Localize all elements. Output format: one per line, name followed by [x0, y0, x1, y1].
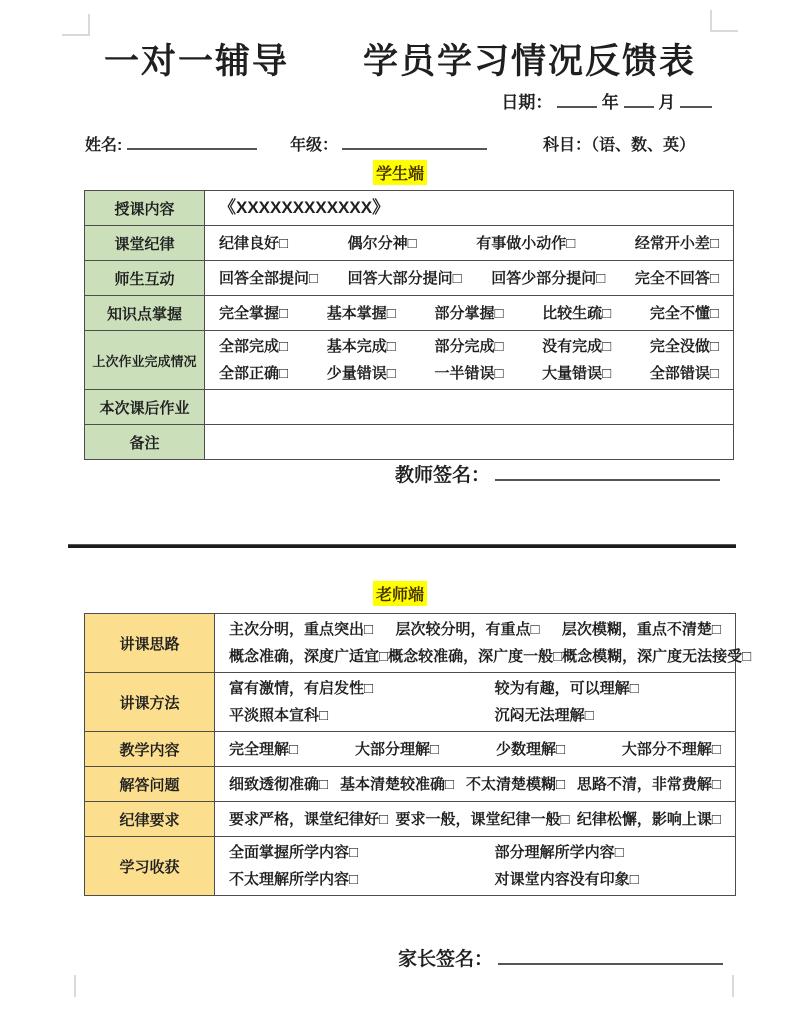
date-month-blank[interactable] [624, 91, 654, 108]
teacher-signature-line [395, 460, 720, 487]
option-label: 少量错误 [326, 365, 387, 382]
option-line [229, 806, 721, 833]
row-options-cell [205, 425, 734, 460]
option-label: 层次较分明，有重点 [395, 621, 531, 638]
option-label: 完全没做 [649, 338, 710, 355]
row-label: 解答问题 [85, 767, 215, 802]
checkbox-option[interactable] [229, 736, 298, 763]
checkbox-option[interactable] [434, 333, 503, 360]
table-row [85, 802, 736, 837]
cell-text [219, 198, 389, 217]
option-line [219, 230, 719, 257]
checkbox-option[interactable] [229, 643, 388, 670]
student-feedback-table [84, 190, 734, 460]
checkbox-option[interactable] [650, 300, 719, 327]
option-label: 完全不懂 [649, 304, 710, 322]
checkbox-icon[interactable]: □ [319, 707, 329, 724]
row-label: 上次作业完成情况 [85, 331, 205, 390]
table-row [85, 732, 736, 767]
option-label: 经常开小差 [634, 234, 710, 252]
option-label: 全部完成 [219, 338, 280, 355]
row-label: 讲课思路 [85, 614, 215, 673]
checkbox-option[interactable] [395, 806, 569, 833]
table-row [85, 390, 734, 425]
option-label: 较为有趣，可以理解 [494, 680, 630, 697]
checkbox-icon[interactable]: □ [709, 365, 719, 382]
checkbox-icon[interactable]: □ [289, 740, 299, 758]
row-options-cell [205, 261, 734, 296]
row-options-cell [205, 226, 734, 261]
checkbox-icon[interactable]: □ [494, 304, 504, 322]
option-label: 偶尔分神 [347, 234, 408, 252]
option-line [229, 839, 721, 866]
option-label: 对课堂内容没有印象 [494, 871, 630, 888]
option-label: 沉闷无法理解 [494, 707, 585, 724]
option-label: 回答全部提问 [219, 269, 310, 287]
checkbox-icon[interactable]: □ [379, 648, 389, 665]
checkbox-option[interactable] [229, 806, 388, 833]
row-label: 本次课后作业 [85, 390, 205, 425]
checkbox-icon[interactable]: □ [584, 707, 594, 724]
option-label: 平淡照本宣科 [229, 707, 320, 724]
row-options-cell [205, 191, 734, 226]
option-label: 少数理解 [495, 740, 556, 758]
checkbox-icon[interactable]: □ [279, 304, 289, 322]
option-line [229, 616, 721, 643]
page-edge-mark [74, 975, 76, 997]
table-row [85, 261, 734, 296]
option-label: 完全不回答 [634, 269, 710, 287]
option-label: 回答大部分提问 [347, 269, 453, 287]
option-label: 全部正确 [219, 365, 280, 382]
checkbox-option[interactable] [542, 333, 611, 360]
checkbox-icon[interactable]: □ [711, 775, 721, 793]
student-table-body [85, 191, 734, 460]
checkbox-icon[interactable]: □ [452, 269, 462, 287]
checkbox-icon[interactable]: □ [566, 234, 576, 252]
checkbox-icon[interactable]: □ [555, 775, 566, 793]
teacher-signature-blank[interactable] [495, 462, 720, 481]
option-line [219, 333, 719, 360]
teacher-section-heading-text: 老师端 [373, 581, 427, 606]
parent-signature-blank[interactable] [498, 946, 723, 965]
checkbox-option[interactable] [219, 300, 288, 327]
date-year-suffix: 年 [601, 93, 619, 112]
checkbox-option[interactable] [219, 333, 288, 360]
date-label: 日期： [501, 93, 553, 112]
checkbox-option[interactable] [562, 643, 751, 670]
page-corner-mark [710, 10, 738, 32]
option-label: 大量错误 [542, 365, 603, 382]
checkbox-icon[interactable]: □ [386, 304, 396, 322]
checkbox-icon[interactable]: □ [349, 844, 359, 861]
option-label: 基本清楚较准确 [339, 775, 445, 793]
option-label: 要求严格，课堂纪律好 [229, 810, 380, 828]
checkbox-icon[interactable]: □ [709, 304, 719, 322]
option-label: 要求一般，课堂纪律一般 [395, 810, 561, 828]
checkbox-option[interactable] [229, 702, 328, 729]
option-label: 没有完成 [542, 338, 603, 355]
checkbox-option[interactable] [395, 616, 539, 643]
option-label: 大部分理解 [354, 740, 430, 758]
checkbox-option[interactable] [562, 616, 721, 643]
option-line [229, 643, 752, 670]
checkbox-option[interactable] [542, 360, 611, 387]
checkbox-option[interactable] [495, 675, 639, 702]
row-label: 备注 [85, 425, 205, 460]
checkbox-option[interactable] [650, 333, 719, 360]
checkbox-icon[interactable]: □ [530, 621, 540, 638]
checkbox-icon[interactable]: □ [494, 338, 504, 355]
table-row [85, 767, 736, 802]
option-label: 基本掌握 [326, 304, 387, 322]
option-label: 概念较准确，深广度一般 [388, 648, 554, 665]
checkbox-option[interactable] [340, 771, 454, 798]
checkbox-icon[interactable]: □ [386, 338, 396, 355]
row-options-cell [215, 673, 736, 732]
checkbox-icon[interactable]: □ [279, 365, 289, 382]
page-corner-mark [62, 14, 90, 36]
checkbox-icon[interactable]: □ [279, 234, 289, 252]
grade-label: 年级： [290, 137, 339, 154]
student-info-line [85, 132, 733, 156]
checkbox-icon[interactable]: □ [555, 740, 566, 758]
checkbox-option[interactable] [635, 265, 719, 292]
checkbox-icon[interactable]: □ [560, 810, 570, 828]
option-label: 不太理解所学内容 [229, 871, 350, 888]
checkbox-icon[interactable]: □ [711, 621, 721, 638]
row-label: 课堂纪律 [85, 226, 205, 261]
checkbox-option[interactable] [491, 265, 605, 292]
grade-blank[interactable] [342, 133, 487, 150]
checkbox-icon[interactable]: □ [709, 269, 719, 287]
grade-field [290, 132, 487, 155]
option-line [219, 300, 719, 327]
date-year-blank[interactable] [557, 91, 597, 108]
checkbox-option[interactable] [327, 360, 396, 387]
checkbox-icon[interactable]: □ [602, 365, 612, 382]
checkbox-icon[interactable]: □ [364, 621, 374, 638]
checkbox-icon[interactable]: □ [319, 775, 329, 793]
checkbox-icon[interactable]: □ [429, 740, 440, 758]
option-label: 全部错误 [649, 365, 710, 382]
subject-label: 科目：（语、数、英） [543, 137, 696, 154]
checkbox-option[interactable] [229, 866, 358, 893]
table-row [85, 331, 734, 390]
row-options-cell [215, 837, 736, 896]
teacher-table-body [85, 614, 752, 896]
checkbox-option[interactable] [622, 736, 721, 763]
option-label: 富有激情，有启发性 [229, 680, 365, 697]
checkbox-option[interactable] [495, 702, 594, 729]
teacher-signature-label: 教师签名： [395, 465, 491, 486]
row-options-cell [205, 390, 734, 425]
option-label: 层次模糊，重点不清楚 [561, 621, 712, 638]
option-line [219, 194, 719, 222]
checkbox-icon[interactable]: □ [629, 680, 639, 697]
option-line [229, 702, 721, 729]
checkbox-icon[interactable]: □ [364, 680, 374, 697]
checkbox-option[interactable] [229, 771, 328, 798]
checkbox-option[interactable] [229, 616, 373, 643]
table-row [85, 425, 734, 460]
checkbox-option[interactable] [466, 771, 565, 798]
checkbox-option[interactable] [577, 806, 721, 833]
option-label: 基本完成 [326, 338, 387, 355]
checkbox-icon[interactable]: □ [742, 648, 752, 665]
checkbox-icon[interactable]: □ [553, 648, 563, 665]
date-line [501, 88, 712, 113]
option-line [229, 736, 721, 763]
option-label: 不太清楚模糊 [465, 775, 556, 793]
teacher-section-heading [0, 581, 800, 606]
row-label: 讲课方法 [85, 673, 215, 732]
checkbox-option[interactable] [219, 265, 318, 292]
checkbox-option[interactable] [327, 300, 396, 327]
checkbox-option[interactable] [327, 333, 396, 360]
checkbox-option[interactable] [635, 230, 719, 257]
checkbox-icon[interactable]: □ [309, 269, 319, 287]
checkbox-option[interactable] [229, 675, 373, 702]
table-row [85, 191, 734, 226]
option-label: 部分完成 [434, 338, 495, 355]
checkbox-option[interactable] [219, 230, 288, 257]
section-divider [68, 544, 736, 548]
checkbox-option[interactable] [650, 360, 719, 387]
checkbox-icon[interactable]: □ [407, 234, 417, 252]
option-label: 回答少部分提问 [491, 269, 597, 287]
checkbox-icon[interactable]: □ [444, 775, 455, 793]
checkbox-option[interactable] [495, 839, 624, 866]
row-label: 授课内容 [85, 191, 205, 226]
option-label: 思路不清，非常费解 [576, 775, 712, 793]
checkbox-icon[interactable]: □ [614, 844, 624, 861]
name-blank[interactable] [127, 133, 257, 150]
student-section-heading [0, 160, 800, 185]
checkbox-option[interactable] [348, 230, 417, 257]
table-row [85, 837, 736, 896]
page-edge-mark [732, 975, 734, 997]
row-options-cell [215, 614, 752, 673]
checkbox-icon[interactable]: □ [349, 871, 359, 888]
checkbox-icon[interactable]: □ [386, 365, 396, 382]
checkbox-option[interactable] [355, 736, 439, 763]
checkbox-icon[interactable]: □ [711, 740, 721, 758]
option-line [229, 866, 721, 893]
checkbox-icon[interactable]: □ [279, 338, 289, 355]
date-month-suffix: 月 [658, 93, 676, 112]
option-label: 部分掌握 [434, 304, 495, 322]
option-line [219, 360, 719, 387]
checkbox-icon[interactable]: □ [596, 269, 606, 287]
option-label: 主次分明，重点突出 [229, 621, 365, 638]
name-field [85, 132, 257, 155]
row-options-cell [215, 767, 736, 802]
option-label: 纪律松懈，影响上课 [576, 810, 712, 828]
option-label: 比较生疏 [542, 304, 603, 322]
checkbox-option[interactable] [219, 360, 288, 387]
checkbox-icon[interactable]: □ [711, 810, 721, 828]
checkbox-option[interactable] [434, 300, 503, 327]
checkbox-icon[interactable]: □ [494, 365, 504, 382]
option-line [229, 675, 721, 702]
checkbox-option[interactable] [542, 300, 611, 327]
checkbox-option[interactable] [388, 643, 562, 670]
checkbox-icon[interactable]: □ [379, 810, 389, 828]
checkbox-icon[interactable]: □ [709, 234, 719, 252]
table-row [85, 226, 734, 261]
option-label: 纪律良好 [219, 234, 280, 252]
option-line [229, 771, 721, 798]
option-label: 一半错误 [434, 365, 495, 382]
option-line [219, 265, 719, 292]
row-options-cell [215, 802, 736, 837]
row-options-cell [205, 296, 734, 331]
checkbox-icon[interactable]: □ [629, 871, 639, 888]
option-label: 全面掌握所学内容 [229, 844, 350, 861]
table-row [85, 614, 736, 673]
parent-signature-label: 家长签名： [398, 949, 494, 970]
option-label: 《XXXXXXXXXXXX》 [219, 198, 390, 217]
option-label: 完全掌握 [219, 304, 280, 322]
option-label: 细致透彻准确 [229, 775, 320, 793]
parent-signature-line [398, 944, 723, 971]
checkbox-icon[interactable]: □ [602, 338, 612, 355]
option-label: 有事做小动作 [476, 234, 567, 252]
option-label: 完全理解 [229, 740, 290, 758]
checkbox-option[interactable] [496, 736, 565, 763]
checkbox-option[interactable] [577, 771, 721, 798]
table-row [85, 673, 736, 732]
row-label: 纪律要求 [85, 802, 215, 837]
checkbox-icon[interactable]: □ [709, 338, 719, 355]
option-label: 概念准确，深度广适宜 [229, 648, 380, 665]
checkbox-option[interactable] [348, 265, 462, 292]
checkbox-option[interactable] [229, 839, 358, 866]
row-label: 教学内容 [85, 732, 215, 767]
row-options-cell [215, 732, 736, 767]
row-label: 知识点掌握 [85, 296, 205, 331]
option-label: 概念模糊，深广度无法接受 [562, 648, 743, 665]
name-label: 姓名: [85, 137, 123, 154]
row-options-cell [205, 331, 734, 390]
date-day-blank[interactable] [680, 91, 712, 108]
option-label: 部分理解所学内容 [494, 844, 615, 861]
student-section-heading-text: 学生端 [373, 160, 427, 185]
page-title: 一对一辅导 学员学习情况反馈表 [103, 42, 696, 81]
checkbox-option[interactable] [476, 230, 575, 257]
checkbox-option[interactable] [434, 360, 503, 387]
table-row [85, 296, 734, 331]
checkbox-icon[interactable]: □ [602, 304, 612, 322]
option-label: 大部分不理解 [621, 740, 712, 758]
row-label: 师生互动 [85, 261, 205, 296]
checkbox-option[interactable] [495, 866, 639, 893]
row-label: 学习收获 [85, 837, 215, 896]
teacher-feedback-table [84, 613, 752, 896]
